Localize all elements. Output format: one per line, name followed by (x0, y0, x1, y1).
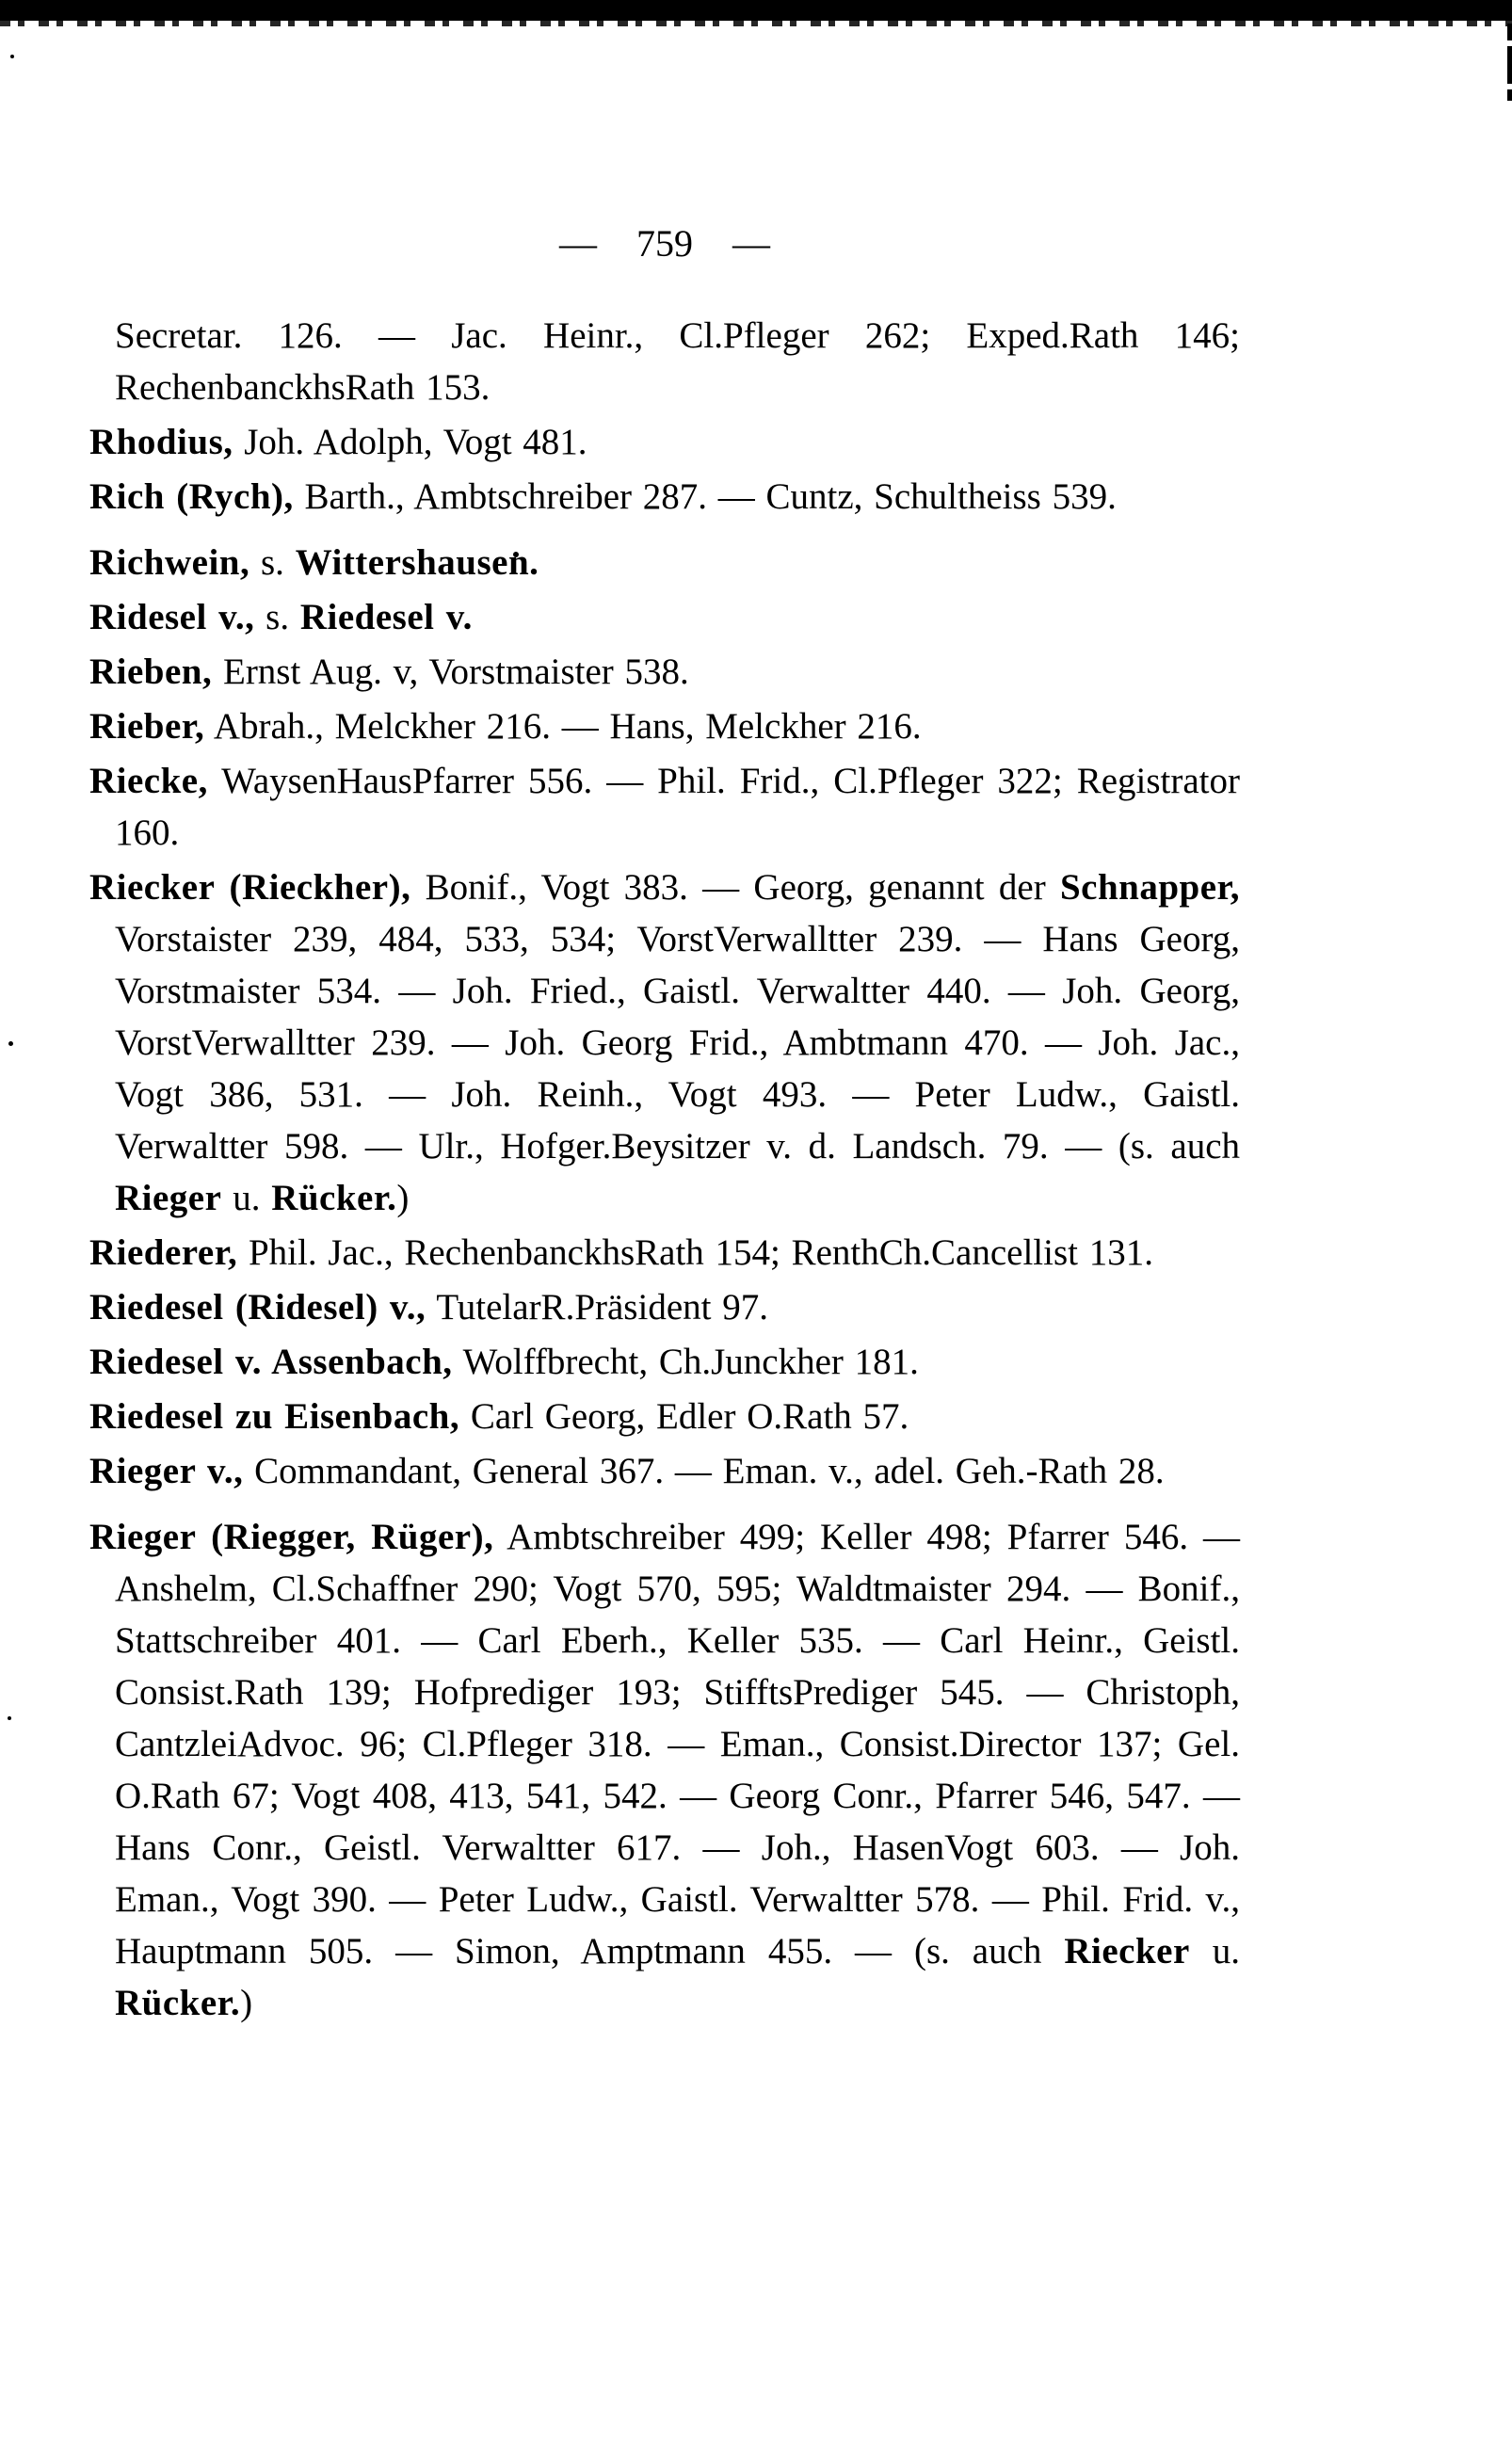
entry-headword: Rieger (Riegger, Rüger), (89, 1517, 494, 1557)
index-entry (89, 861, 1240, 1224)
index-entry (89, 700, 1240, 752)
index-entry (89, 310, 1240, 413)
entry-text: WaysenHausPfarrer 556. — Phil. Frid., Cl.Pfleger 322; Registrator 160. (115, 761, 1240, 853)
entry-headword: Riecker (Rieckher), (89, 867, 411, 908)
scan-artifact-top-bar-fray (0, 21, 1512, 26)
entry-headword: Rieger (115, 1178, 222, 1218)
scan-artifact-top-bar (0, 0, 1512, 21)
entry-text: Barth., Ambtschreiber 287. — Cuntz, Schultheiss 539. (293, 476, 1117, 517)
entry-text: Bonif., Vogt 383. — Georg, genannt der (410, 867, 1060, 908)
index-entry (89, 1445, 1240, 1497)
entry-headword: Rhodius, (89, 422, 233, 462)
page-number: 759 (636, 222, 693, 265)
entry-text: ) (240, 1983, 253, 2023)
entry-headword: Riedesel zu Eisenbach, (89, 1396, 460, 1437)
entry-headword: Riecker (1064, 1931, 1190, 1971)
page-number-dash-left: — (559, 222, 597, 265)
entry-headword: Schnapper, (1059, 867, 1240, 908)
index-entry (89, 471, 1240, 523)
scan-artifact-right-edge-line (1507, 24, 1512, 101)
entry-text: Carl Georg, Edler O.Rath 57. (459, 1396, 909, 1437)
entry-headword: Riedesel v. (299, 597, 473, 637)
page-number-dash-right: — (732, 222, 770, 265)
entry-headword: Ridesel v., (89, 597, 255, 637)
index-entries (89, 307, 1240, 2029)
entry-headword: Rieber, (89, 706, 205, 747)
entry-headword: Rücker. (115, 1983, 241, 2023)
entry-headword: Richwein, (89, 542, 250, 583)
index-entry (89, 1391, 1240, 1442)
scan-speck (10, 55, 14, 58)
entry-headword: Riedesel v. Assenbach, (89, 1342, 453, 1382)
index-entry (89, 1336, 1240, 1388)
entry-text: s. (249, 542, 296, 583)
index-entry (89, 646, 1240, 698)
entry-text: Ambtschreiber 499; Keller 498; Pfarrer 546. — Anshelm, Cl.Schaffner 290; Vogt 570, 595; Waldtmaister 294. — Bonif., Stattschreiber 401. — Carl Eberh., Keller 535. — Carl Heinr., Geistl. Consist.Rath 139; Hofprediger 193; StifftsPrediger 545. — Christoph, CantzleiAdvoc. 96; Cl.Pfleger 318. — Eman., Consist.Director 137; Gel. O.Rath 67; Vogt 408, 413, 541, 542. — Georg Conr., Pfarrer 546, 547. — Hans Conr., Geistl. Verwaltter 617. — Joh., HasenVogt 603. — Joh. Eman., Vogt 390. — Peter Ludw., Gaistl. Verwaltter 578. — Phil. Frid. v., Hauptmann 505. — Simon, Amptmann 455. — (s. auch (115, 1517, 1240, 1971)
entry-text: Vorstaister 239, 484, 533, 534; VorstVerwalltter 239. — Hans Georg, Vorstmaister 534. — Joh. Fried., Gaistl. Verwaltter 440. — Joh. Georg, VorstVerwalltter 239. — Joh. Georg Frid., Ambtmann 470. — Joh. Jac., Vogt 386, 531. — Joh. Reinh., Vogt 493. — Peter Ludw., Gaistl. Verwaltter 598. — Ulr., Hofger.Beysitzer v. d. Landsch. 79. — (s. auch (115, 919, 1240, 1167)
index-entry (89, 1281, 1240, 1333)
entry-headword: Rücker. (271, 1178, 397, 1218)
entry-headword: Riederer, (89, 1232, 238, 1273)
index-entry (89, 755, 1240, 859)
entry-text: s. (254, 597, 300, 637)
entry-text: TutelarR.Präsident 97. (426, 1287, 768, 1328)
scan-speck (8, 1041, 13, 1046)
entry-headword: Riedesel (Ridesel) v., (89, 1287, 426, 1328)
entry-headword: Wittershausen. (295, 542, 539, 583)
scan-speck (8, 1716, 11, 1720)
entry-headword: Riecke, (89, 761, 208, 801)
entry-text: Secretar. 126. — Jac. Heinr., Cl.Pfleger 262; Exped.Rath 146; RechenbanckhsRath 153. (115, 315, 1240, 408)
page-number-row (89, 222, 1240, 266)
index-entry (89, 591, 1240, 643)
index-entry (89, 416, 1240, 468)
index-entry (89, 1511, 1240, 2029)
index-entry (89, 1227, 1240, 1279)
entry-headword: Rich (Rych), (89, 476, 294, 517)
entry-text: u. (221, 1178, 272, 1218)
entry-text: u. (1189, 1931, 1240, 1971)
entry-text: Joh. Adolph, Vogt 481. (233, 422, 587, 462)
entry-text: Wolffbrecht, Ch.Junckher 181. (452, 1342, 919, 1382)
entry-text: Abrah., Melckher 216. — Hans, Melckher 216. (204, 706, 922, 747)
entry-headword: Rieben, (89, 652, 213, 692)
entry-text: Commandant, General 367. — Eman. v., adel. Geh.-Rath 28. (243, 1451, 1165, 1491)
entry-text: Ernst Aug. v, Vorstmaister 538. (212, 652, 689, 692)
entry-headword: Rieger v., (89, 1451, 244, 1491)
index-entry (89, 537, 1240, 588)
entry-text: ) (396, 1178, 410, 1218)
entry-text: Phil. Jac., RechenbanckhsRath 154; RenthCh.Cancellist 131. (237, 1232, 1153, 1273)
